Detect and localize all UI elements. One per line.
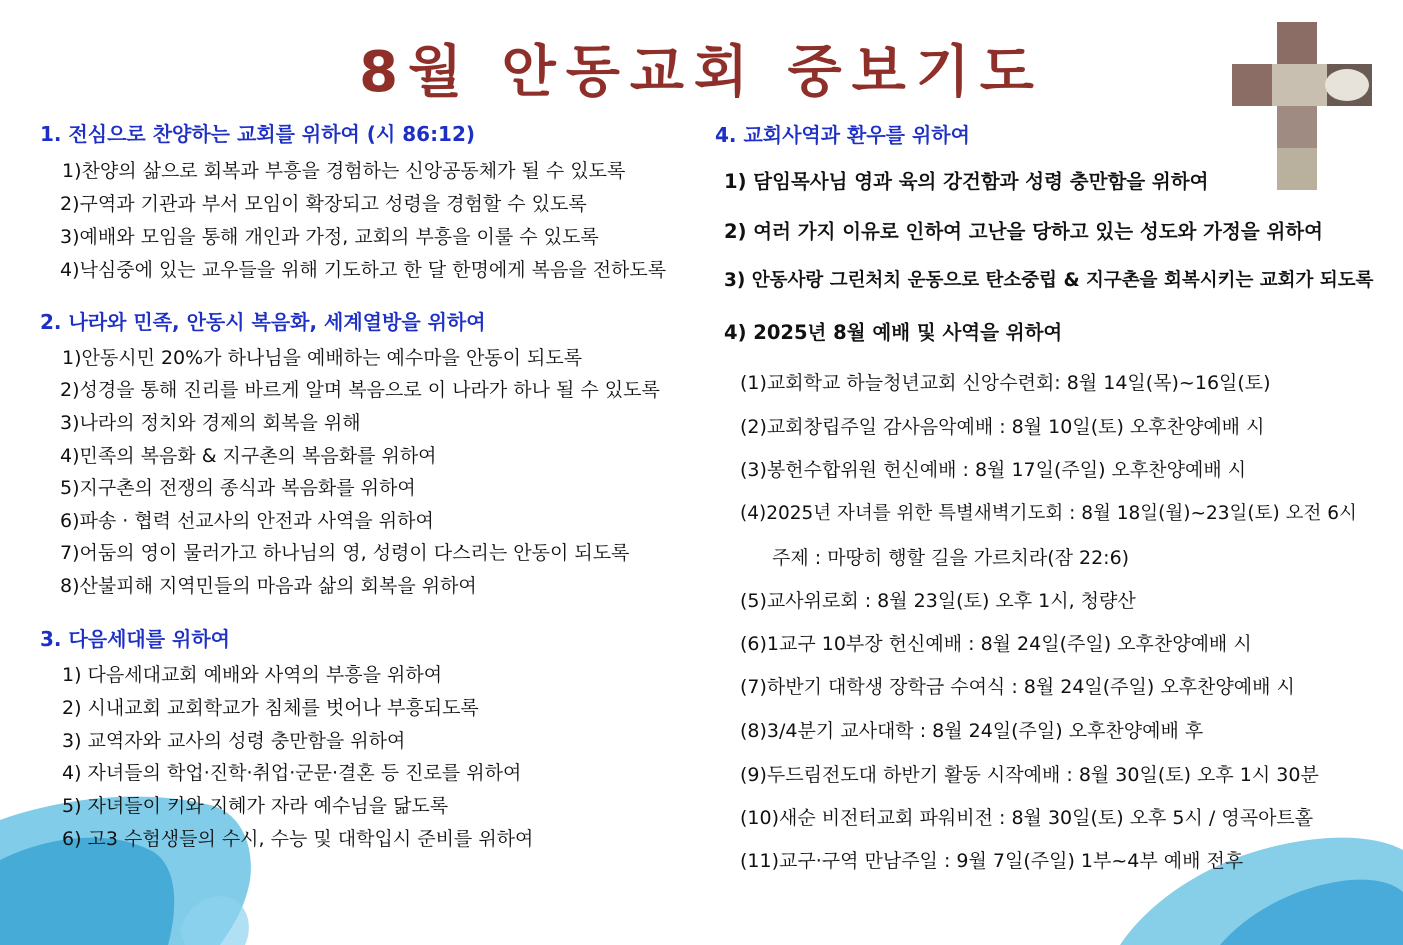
event-item: (3)봉헌수합위원 헌신예배 : 8월 17일(주일) 오후찬양예배 시 [740, 459, 1247, 481]
section3-item: 4) 자녀들의 학업·진학·취업·군문·결혼 등 진로를 위하여 [62, 762, 522, 784]
event-item: (5)교사위로회 : 8월 23일(토) 오후 1시, 청량산 [740, 590, 1136, 612]
section2-heading: 2. 나라와 민족, 안동시 복음화, 세계열방을 위하여 [40, 310, 486, 334]
section4-item: 1) 담임목사님 영과 육의 강건함과 성령 충만함을 위하여 [724, 170, 1209, 193]
section2-item: 8)산불피해 지역민들의 마음과 삶의 회복을 위하여 [60, 575, 477, 597]
event-subtopic: 주제 : 마땅히 행할 길을 가르치라(잠 22:6) [772, 547, 1130, 569]
section1-item: 4)낙심중에 있는 교우들을 위해 기도하고 한 달 한명에게 복음을 전하도록 [60, 259, 667, 281]
section3-item: 2) 시내교회 교회학교가 침체를 벗어나 부흥되도록 [62, 697, 479, 719]
section3-item: 6) 고3 수험생들의 수시, 수능 및 대학입시 준비를 위하여 [62, 828, 534, 850]
section4-item: 2) 여러 가지 이유로 인하여 고난을 당하고 있는 성도와 가정을 위하여 [724, 220, 1323, 243]
section3-item: 3) 교역자와 교사의 성령 충만함을 위하여 [62, 730, 406, 752]
section2-item: 1)안동시민 20%가 하나님을 예배하는 예수마을 안동이 되도록 [62, 347, 583, 369]
section2-item: 6)파송 · 협력 선교사의 안전과 사역을 위하여 [60, 510, 434, 532]
event-item: (2)교회창립주일 감사음악예배 : 8월 10일(토) 오후찬양예배 시 [740, 416, 1265, 438]
event-item: (1)교회학교 하늘청년교회 신앙수련회: 8월 14일(목)~16일(토) [740, 372, 1271, 394]
section3-item: 5) 자녀들이 키와 지혜가 자라 예수님을 닮도록 [62, 795, 449, 817]
section2-item: 4)민족의 복음화 & 지구촌의 복음화를 위하여 [60, 445, 437, 467]
section4-item: 4) 2025년 8월 예배 및 사역을 위하여 [724, 321, 1063, 344]
section1-item: 2)구역과 기관과 부서 모임이 확장되고 성령을 경험할 수 있도록 [60, 193, 587, 215]
section2-item: 7)어둠의 영이 물러가고 하나님의 영, 성령이 다스리는 안동이 되도록 [60, 542, 630, 564]
event-item: (8)3/4분기 교사대학 : 8월 24일(주일) 오후찬양예배 후 [740, 720, 1204, 742]
section2-item: 2)성경을 통해 진리를 바르게 알며 복음으로 이 나라가 하나 될 수 있도록 [60, 379, 660, 401]
section3-item: 1) 다음세대교회 예배와 사역의 부흥을 위하여 [62, 664, 443, 686]
event-item: (9)두드림전도대 하반기 활동 시작예배 : 8월 30일(토) 오후 1시 30분 [740, 764, 1319, 786]
section4-item: 3) 안동사랑 그린처치 운동으로 탄소중립 & 지구촌을 회복시키는 교회가 되도록 [724, 270, 1374, 291]
event-item: (10)새순 비전터교회 파워비전 : 8월 30일(토) 오후 5시 / 영곡아트홀 [740, 807, 1314, 829]
section1-item: 1)찬양의 삶으로 회복과 부흥을 경험하는 신앙공동체가 될 수 있도록 [62, 160, 626, 182]
event-item: (7)하반기 대학생 장학금 수여식 : 8월 24일(주일) 오후찬양예배 시 [740, 676, 1295, 698]
event-item: (11)교구·구역 만남주일 : 9월 7일(주일) 1부~4부 예배 전후 [740, 850, 1244, 872]
section3-heading: 3. 다음세대를 위하여 [40, 627, 230, 651]
section2-item: 5)지구촌의 전쟁의 종식과 복음화를 위하여 [60, 477, 416, 499]
section1-item: 3)예배와 모임을 통해 개인과 가정, 교회의 부흥을 이룰 수 있도록 [60, 226, 599, 248]
section4-heading: 4. 교회사역과 환우를 위하여 [715, 123, 970, 147]
event-item: (4)2025년 자녀를 위한 특별새벽기도회 : 8월 18일(월)~23일(토) 오전 6시 [740, 503, 1357, 524]
page-title: 8월 안동교회 중보기도 [359, 40, 1044, 105]
event-item: (6)1교구 10부장 헌신예배 : 8월 24일(주일) 오후찬양예배 시 [740, 633, 1252, 655]
section2-item: 3)나라의 정치와 경제의 회복을 위해 [60, 412, 361, 434]
section1-heading: 1. 전심으로 찬양하는 교회를 위하여 (시 86:12) [40, 122, 476, 146]
